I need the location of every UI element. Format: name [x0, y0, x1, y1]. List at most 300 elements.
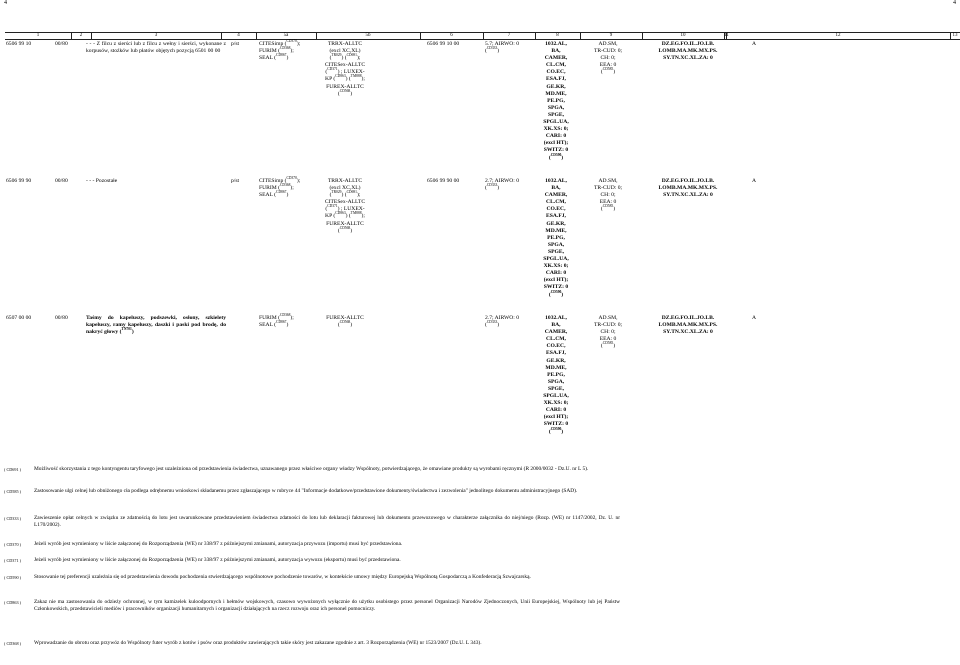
- cell-text: SEAL (: [259, 322, 277, 329]
- cell-text: 1032.AL,: [545, 315, 567, 321]
- cell-line: [648, 185, 728, 192]
- cell-line: [259, 55, 315, 62]
- cell-text: BA,: [551, 322, 561, 329]
- cell-text: );: [290, 185, 294, 192]
- cell-text: GE.KR,: [546, 220, 566, 227]
- cell-text: FURIM (: [259, 185, 280, 192]
- cell-line: [259, 322, 315, 329]
- cell-line: [259, 192, 315, 199]
- measures-export: [312, 178, 378, 235]
- footnote-code: ( CD371 ): [4, 558, 22, 563]
- cell-line: [536, 221, 576, 228]
- cell-text: MD.ME,: [545, 90, 567, 97]
- footnote-code: ( CD333 ): [4, 516, 22, 521]
- header-col-5b: 5b: [365, 33, 371, 38]
- footnote-text: Zastosowanie ulgi celnej lub obniżonego cła podlega odrębnemu wnioskowi składanemu przez zgłaszającego w rubryce 44 "Informacje dodatkowe/przedstawione dokumenty/świadectwa i zezwolenia" jednolitego dokumentu administracyjnego (SAD).: [34, 488, 578, 494]
- cell-text: LOMB.MA.MK.MX.PS.: [658, 322, 718, 329]
- cell-text: CO.EC,: [546, 206, 566, 213]
- cell-text: (excl HT);: [543, 277, 569, 284]
- footnote-text: Stosowanie tej preferencji uzależnia się od przedstawienia dowodu pochodzenia stwierdzającego wspólnotowe pochodzenie towarów, w kontekście umowy między Europejską Wspólnotą Gospodarczą a Konfederacją Szwajcarską.: [34, 574, 531, 580]
- cell-text: CARI: 0: [545, 270, 567, 277]
- cell-text: ): [613, 206, 616, 213]
- cell-text: KP (: [325, 213, 336, 220]
- cell-line: [536, 62, 576, 69]
- cell-text: CO.EC,: [546, 69, 566, 76]
- cell-text: CARI: 0: [545, 407, 567, 414]
- cn-code: 6506 99 90: [6, 178, 32, 184]
- footnote-text: Jeżeli wyrób jest wymieniony w liście załączonej do Rozporządzenia (WE) nr 338/97 z późniejszymi zmianami, autoryzacja przywozu (importu) musi być przedstawiona.: [34, 541, 403, 547]
- cell-text: (excl XC,XL): [329, 48, 361, 55]
- cell-line: [536, 192, 576, 199]
- cell-text: MD.ME,: [545, 227, 567, 234]
- cell-text: FUREX-ALLTC: [326, 315, 364, 321]
- cell-text: XK.XS: 0;: [543, 126, 569, 133]
- cell-text: (excl HT);: [543, 140, 569, 147]
- cell-text: ): [613, 343, 616, 350]
- cell-line: [536, 199, 576, 206]
- cell-line: [648, 315, 728, 322]
- cell-line: [536, 105, 576, 112]
- cn-code: 6506 99 10: [6, 41, 32, 47]
- cell-text: SPGE,: [547, 111, 564, 118]
- cell-line: [312, 88, 378, 98]
- footnote-ref: CD867: [276, 53, 287, 58]
- cell-text: SPGL.UA,: [543, 119, 569, 126]
- footnote-code: ( CD370 ): [4, 542, 22, 547]
- cell-line: [536, 372, 576, 379]
- header-col-8: 8: [556, 33, 559, 38]
- header-col-9: 9: [609, 33, 613, 38]
- supplementary-unit: p/st: [231, 41, 240, 47]
- cell-line: [536, 126, 576, 133]
- cell-line: [648, 55, 728, 62]
- cell-text: CH: 0;: [600, 192, 616, 199]
- cell-line: [536, 426, 576, 436]
- cell-text: CH: 0;: [600, 329, 616, 336]
- cell-line: [536, 343, 576, 350]
- cell-text: DZ.EG.FO.IL.JO.LB.: [661, 41, 715, 47]
- cell-text: LOMB.MA.MK.MX.PS.: [658, 185, 718, 192]
- cell-text: ) ; LUXEX-: [337, 206, 365, 213]
- cell-text: GE.KR,: [546, 357, 566, 364]
- cell-line: [536, 76, 576, 83]
- preferential-duty-agreements: [648, 315, 728, 336]
- footnote-ref: CD333: [486, 320, 498, 325]
- cell-text: CO.EC,: [546, 343, 566, 350]
- cell-text: 1032.AL,: [545, 41, 567, 47]
- footnote-code-text: CD691: [6, 467, 19, 472]
- footnote-ref: CD333: [486, 46, 498, 51]
- footnote-ref: CD371: [327, 67, 338, 72]
- cell-line: [648, 192, 728, 199]
- cell-line: [485, 48, 537, 55]
- cell-text: BA,: [551, 48, 561, 55]
- cell-line: [536, 329, 576, 336]
- cell-line: [312, 76, 378, 83]
- cell-text: (: [337, 227, 340, 234]
- cell-text: CAMER,: [544, 192, 568, 199]
- footnote-code: ( CD863 ): [4, 600, 22, 605]
- cell-line: [536, 69, 576, 76]
- cell-text: SEAL (: [259, 192, 277, 199]
- cell-line: [536, 256, 576, 263]
- cell-line: [536, 140, 576, 147]
- duty-rate: [485, 178, 537, 192]
- cell-text: SPGA,: [547, 104, 565, 111]
- cell-line: [536, 152, 576, 162]
- cell-text: ): [350, 322, 353, 329]
- cell-line: [579, 185, 637, 192]
- cell-text: ): [350, 227, 353, 234]
- footnote-text: Możliwość skorzystania z tego kontyngentu taryfowego jest uzależniona od przedstawienia świadectwa, uznawanego przez właściwe organy władzy Wspólnoty, potwierdzającego, że omawiane produkty są wyrobami ręcznymi (R 2000/0032 - Dz.U. nr L 5).: [34, 466, 589, 472]
- cell-text: );: [296, 41, 301, 47]
- cell-line: [312, 225, 378, 235]
- cell-line: [579, 329, 637, 336]
- cell-line: [312, 322, 378, 329]
- column-13-code: A: [752, 315, 757, 321]
- supplementary-unit: p/st: [231, 178, 240, 184]
- cell-text: ): [561, 154, 564, 161]
- cell-text: (: [325, 206, 328, 213]
- cell-line: [536, 178, 576, 185]
- footnote-ref: CD568: [339, 225, 351, 230]
- cell-text: CITESimp (: [259, 178, 287, 184]
- cell-text: );: [356, 55, 361, 62]
- cell-line: [536, 213, 576, 220]
- cell-text: ): [497, 48, 500, 55]
- cell-text: (: [485, 322, 487, 329]
- cell-line: [312, 213, 378, 220]
- cell-line: [579, 55, 637, 62]
- header-col-6: 6: [450, 33, 453, 38]
- duty-rate: [485, 41, 537, 55]
- cell-line: [536, 336, 576, 343]
- cell-text: SY.TN.XC.XL.ZA: 0: [663, 192, 713, 199]
- taric-code: 00/80: [55, 41, 68, 47]
- cell-text: CL.CM,: [546, 336, 566, 343]
- cell-text: CAMER,: [544, 55, 568, 62]
- duty-rate: [485, 315, 537, 329]
- footnote-ref: CD867: [276, 320, 287, 325]
- cell-line: [312, 192, 378, 199]
- cell-text: SEAL (: [259, 55, 277, 62]
- cell-line: [536, 112, 576, 119]
- preferential-duty-gsp: [536, 178, 576, 299]
- footnote-ref: CD590: [550, 289, 562, 294]
- header-col-10: 10: [680, 33, 686, 38]
- cell-line: [579, 41, 637, 48]
- cell-text: AD.SM,: [598, 315, 618, 321]
- footnote-ref: CD585: [602, 341, 614, 346]
- preferential-duty-gsp: [536, 315, 576, 436]
- header-col-11: 11: [724, 33, 729, 38]
- cell-text: CAMER,: [544, 329, 568, 336]
- cell-line: [536, 48, 576, 55]
- description: Taśmy do kapeluszy, podszewki, osłony, szkielety kapeluszy, ramy kapeluszy, daszki i paski pod brodę, do nakryć głowy ($^{TN701}$): [86, 315, 226, 336]
- measures-import: [259, 315, 315, 329]
- preferential-duty-union: [579, 178, 637, 213]
- footnote-ref: CD691: [346, 190, 357, 195]
- cell-text: SWITZ: 0: [543, 284, 569, 291]
- cell-line: [536, 185, 576, 192]
- cell-text: CARI: 0: [545, 133, 567, 140]
- cell-text: (: [485, 48, 487, 55]
- cell-line: [536, 350, 576, 357]
- cell-text: ) ; LUXEX-: [337, 69, 365, 76]
- national-code: 6506 99 90 00: [427, 178, 460, 184]
- cell-text: TR-CUD: 0;: [593, 48, 623, 55]
- cell-text: ): [497, 322, 500, 329]
- footnote-code: ( CD585 ): [4, 489, 22, 494]
- cell-text: (excl HT);: [543, 414, 569, 421]
- cell-line: [536, 249, 576, 256]
- cell-line: [579, 192, 637, 199]
- header-col-7: 7: [507, 33, 511, 38]
- footnote-ref: CD371: [327, 204, 338, 209]
- cell-text: 1032.AL,: [545, 178, 567, 184]
- cell-text: CITESimp (: [259, 41, 287, 47]
- cell-text: FURIM (: [259, 48, 280, 55]
- footnote-ref: CD368: [279, 313, 291, 318]
- cell-line: [579, 343, 637, 350]
- cell-text: SWITZ: 0: [543, 147, 569, 154]
- cell-text: ): [497, 185, 500, 192]
- footnote-text: Zawieszenie opłat celnych w związku ze zdatnością do lotu jest uwarunkowane przedstawieniem świadectwa zdatności do lotu lub deklaracji fakturowej lub dokumentu przewozowego w charakterze załącznika do niej/niego (Rozp. (WE) nr 1147/2002, Dz. U. nr L170/2002).: [34, 515, 620, 528]
- page-number-left: 4: [4, 0, 7, 6]
- cell-text: ESA.FJ,: [546, 213, 566, 220]
- cell-text: );: [290, 48, 294, 55]
- footnote-ref: CD333: [486, 183, 498, 188]
- cell-line: [648, 41, 728, 48]
- cell-line: [648, 178, 728, 185]
- footnote-text: Jeżeli wyrób jest wymieniony w liście załączonej do Rozporządzenia (WE) nr 338/97 z późniejszymi zmianami, autoryzacja wywozu (eksportu) musi być przedstawiona.: [34, 557, 401, 563]
- header-col-13: 13: [952, 33, 958, 38]
- cell-text: XK.XS: 0;: [543, 263, 569, 270]
- cell-text: SPGL.UA,: [543, 256, 569, 263]
- cell-line: [536, 41, 576, 48]
- footnote-code-text: CD863: [6, 600, 19, 605]
- cell-text: (: [548, 291, 551, 298]
- cell-text: (: [329, 192, 332, 199]
- cell-line: [536, 206, 576, 213]
- footnote-ref: CD370: [286, 176, 297, 181]
- cell-line: [536, 98, 576, 105]
- footnote-ref: CD590: [550, 426, 562, 431]
- cell-text: PE.PG,: [547, 234, 565, 241]
- footnote-code-text: CD370: [6, 542, 19, 547]
- cell-line: [579, 69, 637, 76]
- footnote-code: ( CD590 ): [4, 575, 22, 580]
- cell-line: [312, 55, 378, 62]
- footnote-ref: TR029: [331, 53, 342, 58]
- cell-text: (excl XC,XL): [329, 185, 361, 192]
- footnote-code-text: CD585: [6, 489, 19, 494]
- cell-text: EEA: 0: [599, 336, 617, 343]
- column-13-code: A: [752, 41, 757, 47]
- header-col-5a: 5a: [283, 33, 289, 38]
- cell-text: TRRX-ALLTC: [327, 178, 363, 184]
- cell-text: ): [350, 90, 353, 97]
- cell-text: CITESex-ALLTC: [324, 62, 366, 69]
- cell-text: EEA: 0: [599, 199, 617, 206]
- cell-text: SWITZ: 0: [543, 421, 569, 428]
- cell-text: ): [561, 291, 564, 298]
- footnote-ref: CD590: [550, 152, 562, 157]
- cell-text: ): [286, 55, 289, 62]
- cell-text: AD.SM,: [598, 178, 618, 184]
- description-text: - - - Pozostałe: [86, 178, 118, 184]
- cell-text: ): [286, 192, 289, 199]
- table-header-border: [5, 39, 960, 40]
- cell-text: 2.7; AIRWO: 0: [485, 315, 520, 321]
- cell-text: SY.TN.XC.XL.ZA: 0: [663, 55, 713, 62]
- cell-text: GE.KR,: [546, 83, 566, 90]
- cell-text: 2.7; AIRWO: 0: [485, 178, 520, 184]
- cell-line: [579, 48, 637, 55]
- cell-text: PE.PG,: [547, 97, 565, 104]
- cell-line: [579, 322, 637, 329]
- cell-line: [536, 379, 576, 386]
- cell-line: [536, 400, 576, 407]
- preferential-duty-union: [579, 315, 637, 350]
- cell-line: [485, 185, 537, 192]
- cn-code: 6507 00 00: [6, 315, 32, 321]
- footnote-code-text: CD333: [6, 516, 19, 521]
- footnote-ref: TM888: [350, 211, 362, 216]
- footnote-code-text: CD368: [6, 641, 19, 646]
- cell-line: [536, 358, 576, 365]
- cell-line: [536, 289, 576, 299]
- cell-text: ) (: [345, 76, 351, 83]
- footnote-ref: TR029: [331, 190, 342, 195]
- header-col-2: 2: [79, 33, 83, 38]
- footnote-code: ( CD691 ): [4, 467, 22, 472]
- cell-line: [536, 322, 576, 329]
- cell-line: [536, 228, 576, 235]
- cell-text: TR-CUD: 0;: [593, 185, 623, 192]
- header-col-12: 12: [835, 33, 841, 38]
- taric-code: 00/80: [55, 315, 68, 321]
- footnote-ref: CD368: [279, 46, 291, 51]
- footnote-ref: CD863: [335, 74, 346, 79]
- cell-text: AD.SM,: [598, 41, 618, 47]
- cell-text: (: [329, 55, 332, 62]
- cell-text: ) (: [345, 213, 351, 220]
- description-text: Taśmy do kapeluszy, podszewki, osłony, szkielety kapeluszy, ramy kapeluszy, daszki i paski pod brodę, do nakryć głowy: [86, 315, 226, 336]
- cell-text: (: [325, 69, 328, 76]
- cell-line: [536, 119, 576, 126]
- footnote-ref: CD368: [279, 183, 291, 188]
- cell-text: ): [286, 322, 289, 329]
- description-text: - - - Z filcu z sierści lub z filcu z wełny i sierści, wykonane z korpusów, stożków lub płatów objętych pozycją 6501 00 00: [86, 41, 226, 55]
- cell-line: [536, 235, 576, 242]
- cell-line: [648, 322, 728, 329]
- cell-line: [536, 393, 576, 400]
- measures-import: [259, 178, 315, 199]
- cell-text: XK.XS: 0;: [543, 400, 569, 407]
- cell-line: [536, 263, 576, 270]
- cell-line: [579, 206, 637, 213]
- cell-line: [579, 178, 637, 185]
- cell-text: LOMB.MA.MK.MX.PS.: [658, 48, 718, 55]
- measures-export: [312, 315, 378, 329]
- footnote-ref: CD585: [602, 67, 614, 72]
- measures-import: [259, 41, 315, 62]
- cell-line: [536, 242, 576, 249]
- footnote-code-text: CD371: [6, 558, 19, 563]
- footnote-ref: CD691: [346, 53, 357, 58]
- measures-export: [312, 41, 378, 98]
- footnote-ref: TN701: [121, 327, 132, 332]
- preferential-duty-agreements: [648, 178, 728, 199]
- cell-text: FURIM (: [259, 315, 280, 321]
- footnote-text: Zakaz nie ma zastosowania do odzieży ochronnej, w tym kamizelek kuloodpornych i hełmów wojskowych, czasowo wywożonych wyłącznie do użytku osobistego przez personel Organizacji Narodów Zjednoczonych, Unii Europejskiej, Wspólnoty lub jej Państw Członkowskich, przedstawicieli mediów i pracowników organizacji humanitarnych i organizacji działających na rzecz rozwoju oraz ich personel pomocniczy.: [34, 599, 620, 612]
- cell-text: (: [600, 206, 603, 213]
- cell-text: ): [561, 428, 564, 435]
- cell-text: (: [600, 69, 603, 76]
- cell-text: PE.PG,: [547, 371, 565, 378]
- cell-line: [536, 91, 576, 98]
- cell-text: (: [600, 343, 603, 350]
- cell-text: ) (: [341, 192, 347, 199]
- cell-text: SPGA,: [547, 378, 565, 385]
- cell-text: SPGE,: [547, 385, 564, 392]
- footnote-code-text: CD590: [6, 575, 19, 580]
- column-13-code: A: [752, 178, 757, 184]
- cell-text: SPGA,: [547, 241, 565, 248]
- cell-text: SPGL.UA,: [543, 393, 569, 400]
- cell-text: ): [613, 69, 616, 76]
- cell-text: );: [296, 178, 301, 184]
- cell-text: (: [337, 322, 340, 329]
- cell-text: CITESex-ALLTC: [324, 199, 366, 206]
- cell-text: );: [361, 213, 365, 220]
- cell-text: (: [337, 90, 340, 97]
- cell-text: (: [485, 185, 487, 192]
- national-code: 6506 99 10 00: [427, 41, 460, 47]
- description: [86, 178, 226, 185]
- cell-text: ESA.FJ,: [546, 350, 566, 357]
- footnote-code: ( CD368 ): [4, 641, 22, 646]
- cell-line: [648, 329, 728, 336]
- cell-text: MD.ME,: [545, 364, 567, 371]
- cell-line: [485, 322, 537, 329]
- cell-text: );: [356, 192, 361, 199]
- footnote-ref: TM888: [350, 74, 362, 79]
- cell-text: FUREX-ALLTC: [326, 83, 364, 90]
- header-col-1: 1: [36, 33, 40, 38]
- cell-line: [536, 277, 576, 284]
- footnote-ref: CD585: [602, 204, 614, 209]
- cell-text: (: [548, 428, 551, 435]
- cell-text: TR-CUD: 0;: [593, 322, 623, 329]
- cell-line: [536, 365, 576, 372]
- cell-text: (: [548, 154, 551, 161]
- footnote-ref: CD867: [276, 190, 287, 195]
- preferential-duty-union: [579, 41, 637, 76]
- cell-text: KP (: [325, 76, 336, 83]
- description: [86, 41, 226, 55]
- cell-text: CL.CM,: [546, 199, 566, 206]
- footnote-ref: CD370: [286, 39, 297, 44]
- header-col-4: 4: [237, 33, 240, 38]
- cell-text: SY.TN.XC.XL.ZA: 0: [663, 329, 713, 336]
- cell-text: SPGE,: [547, 248, 564, 255]
- cell-text: DZ.EG.FO.IL.JO.LB.: [661, 315, 715, 321]
- cell-text: );: [361, 76, 365, 83]
- cell-line: [536, 386, 576, 393]
- cell-text: FUREX-ALLTC: [326, 220, 364, 227]
